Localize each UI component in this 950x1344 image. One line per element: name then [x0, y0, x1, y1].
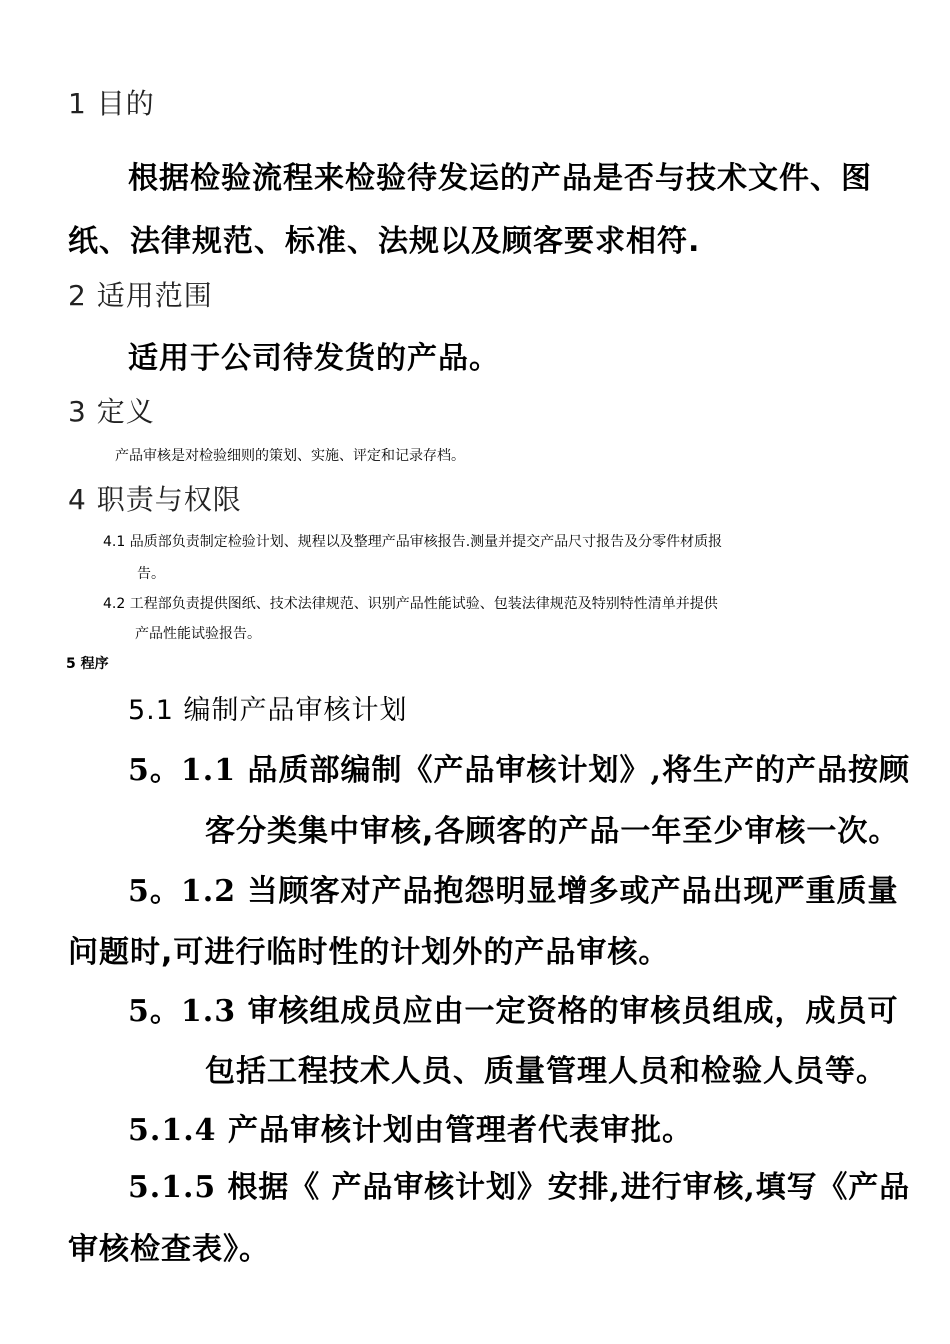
section-4-heading: 4 职责与权限 — [68, 483, 242, 516]
section-1-heading: 1 目的 — [68, 87, 155, 120]
item-5-1-1-line-2: 客分类集中审核,各顾客的产品一年至少审核一次。 — [205, 814, 900, 849]
item-5-1-3-line-2: 包括工程技术人员、质量管理人员和检验人员等。 — [205, 1054, 887, 1089]
section-2-heading: 2 适用范围 — [68, 279, 213, 312]
section-4-item-1-line-1: 4.1 品质部负责制定检验计划、规程以及整理产品审核报告.测量并提交产品尺寸报告及分零件材质报 — [103, 534, 723, 550]
section-4-item-2-line-1: 4.2 工程部负责提供图纸、技术法律规范、识别产品性能试验、包装法律规范及特别特性清单并提供 — [103, 596, 718, 612]
item-5-1-3-line-1: 5。1.3 审核组成员应由一定资格的审核员组成，成员可 — [128, 994, 899, 1029]
item-5-1-1-line-1: 5。1.1 品质部编制《产品审核计划》,将生产的产品按顾 — [128, 753, 910, 788]
item-5-1-2-line-2: 问题时,可进行临时性的计划外的产品审核。 — [68, 935, 670, 970]
section-5-1-heading: 5.1 编制产品审核计划 — [128, 695, 408, 726]
section-4-item-1-line-2: 告。 — [137, 566, 165, 582]
section-1-text-line-2: 纸、法律规范、标准、法规以及顾客要求相符. — [68, 224, 701, 259]
section-5-heading: 5 程序 — [66, 656, 109, 672]
item-5-1-2-line-1: 5。1.2 当顾客对产品抱怨明显增多或产品出现严重质量 — [128, 874, 899, 909]
section-3-text: 产品审核是对检验细则的策划、实施、评定和记录存档。 — [115, 448, 465, 464]
section-4-item-2-line-2: 产品性能试验报告。 — [135, 626, 261, 642]
item-5-1-5-line-1: 5.1.5 根据《 产品审核计划》安排,进行审核,填写《产品 — [128, 1170, 911, 1205]
section-3-heading: 3 定义 — [68, 395, 155, 428]
item-5-1-5-line-2: 审核检查表》。 — [68, 1232, 270, 1267]
section-2-text: 适用于公司待发货的产品。 — [128, 341, 500, 376]
section-1-text-line-1: 根据检验流程来检验待发运的产品是否与技术文件、图 — [128, 161, 872, 196]
item-5-1-4: 5.1.4 产品审核计划由管理者代表审批。 — [128, 1113, 693, 1148]
